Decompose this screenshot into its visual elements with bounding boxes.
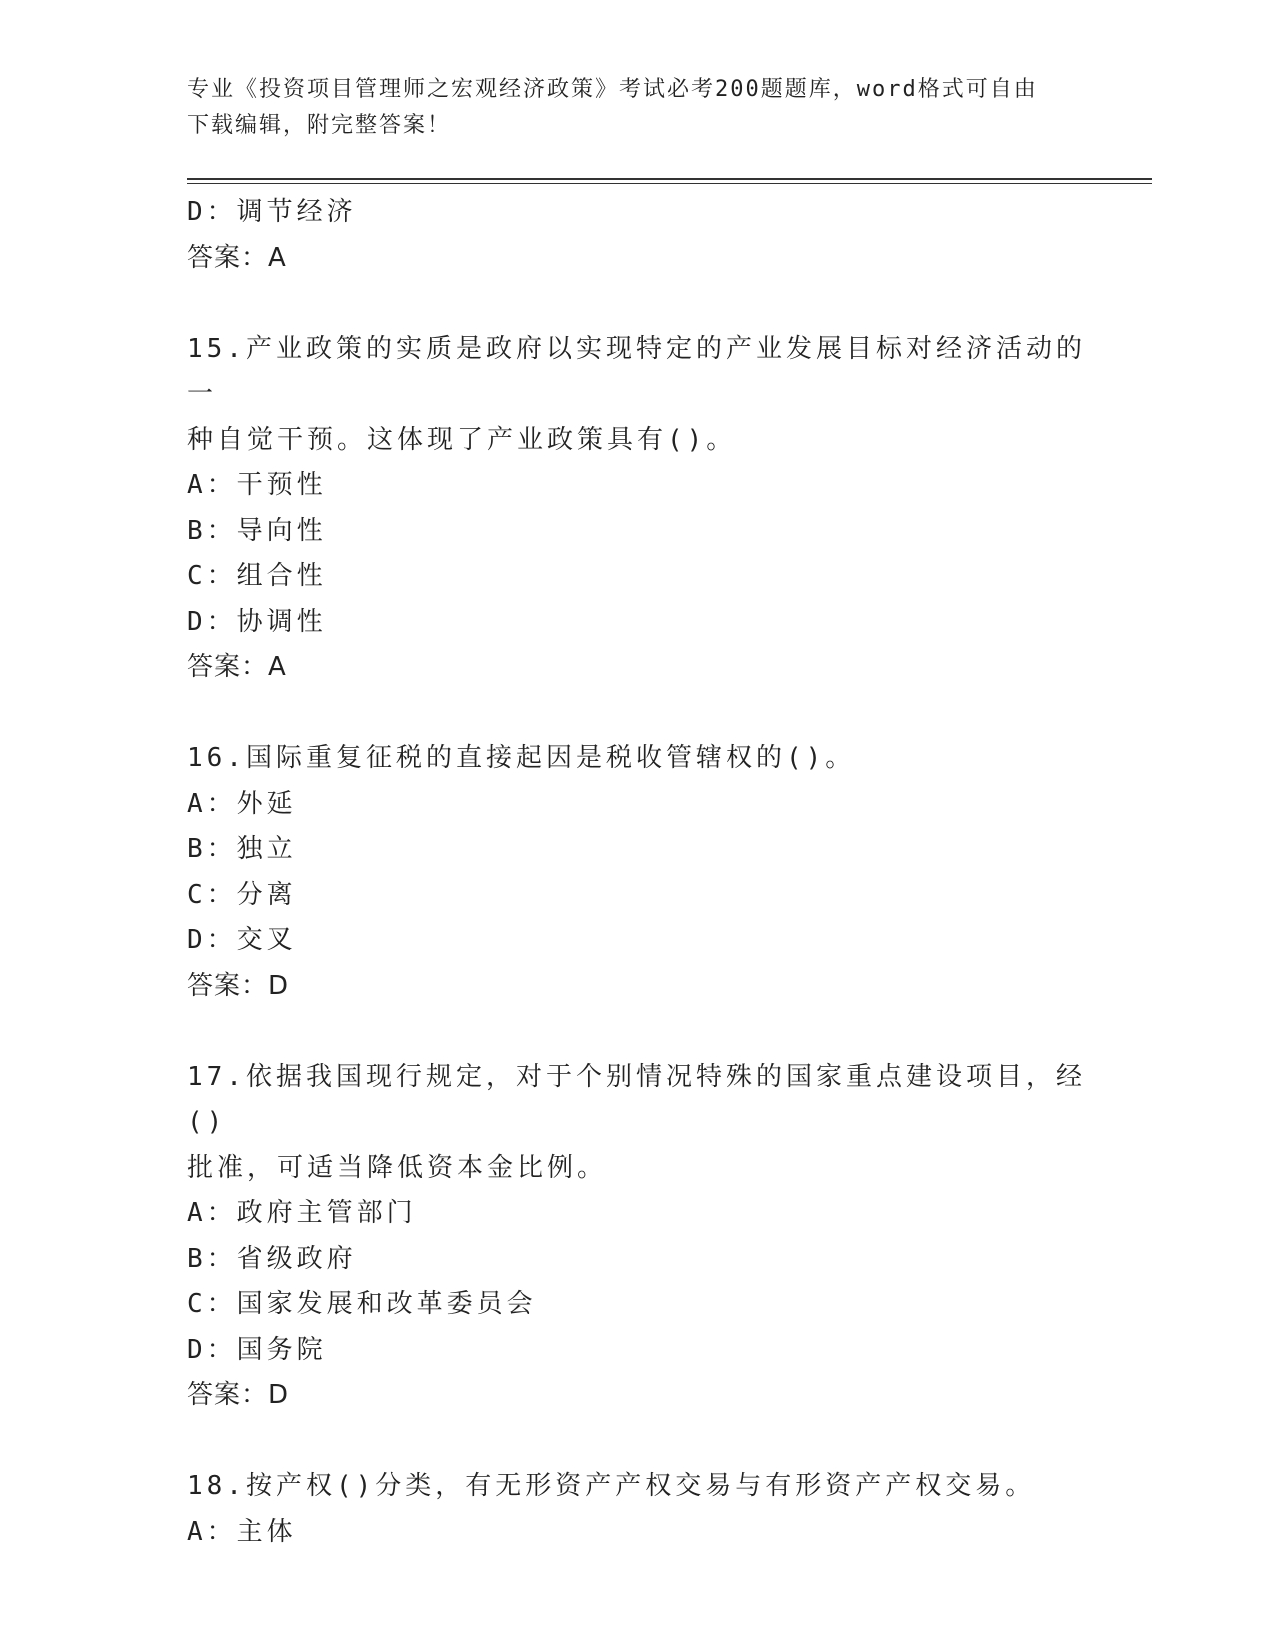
question-stem-line: 16.国际重复征税的直接起因是税收管辖权的()。	[187, 743, 856, 773]
question-stem-line: 批准，可适当降低资本金比例。	[187, 1152, 608, 1183]
question-stem-line: 15.产业政策的实质是政府以实现特定的产业发展目标对经济活动的一	[187, 333, 1086, 409]
question-stem-line: 17.依据我国现行规定，对于个别情况特殊的国家重点建设项目，经()	[187, 1061, 1086, 1137]
answer-line: 答案：D	[187, 1380, 290, 1410]
option-c: C：组合性	[187, 561, 327, 591]
option-c: C：分离	[187, 879, 297, 910]
answer-line: 答案：A	[187, 652, 287, 682]
question-stem-line: 种自觉干预。这体现了产业政策具有()。	[187, 424, 737, 455]
option-a: A：主体	[187, 1516, 297, 1547]
carryover-block	[187, 190, 1087, 281]
question-18	[187, 1464, 1087, 1555]
header-line-1: 专业《投资项目管理师之宏观经济政策》考试必考200题题库，word格式可自由	[187, 77, 1038, 102]
option-d: D：协调性	[187, 606, 327, 637]
answer-line: 答案：D	[187, 970, 290, 1001]
option-a: A：政府主管部门	[187, 1198, 417, 1228]
option-b: B：独立	[187, 834, 297, 864]
option-a: A：干预性	[187, 470, 327, 500]
option-d: D：调节经济	[187, 197, 357, 227]
question-list	[187, 190, 1087, 1555]
question-15	[187, 327, 1087, 691]
header-line-2: 下载编辑，附完整答案！	[187, 113, 452, 138]
option-b: B：省级政府	[187, 1243, 357, 1274]
spacer	[187, 1009, 1087, 1055]
spacer	[187, 281, 1087, 327]
spacer	[187, 691, 1087, 737]
question-17	[187, 1055, 1087, 1419]
question-stem-line: 18.按产权()分类，有无形资产产权交易与有形资产产权交易。	[187, 1471, 1036, 1501]
spacer	[187, 1419, 1087, 1465]
option-d: D：交叉	[187, 925, 297, 955]
option-d: D：国务院	[187, 1334, 327, 1365]
question-16	[187, 736, 1087, 1009]
document-header	[187, 72, 1067, 144]
answer-line: 答案：A	[187, 242, 287, 273]
option-a: A：外延	[187, 788, 297, 819]
header-divider-thin	[187, 183, 1152, 184]
option-c: C：国家发展和改革委员会	[187, 1289, 537, 1319]
header-divider-thick	[187, 178, 1152, 180]
option-b: B：导向性	[187, 515, 327, 546]
